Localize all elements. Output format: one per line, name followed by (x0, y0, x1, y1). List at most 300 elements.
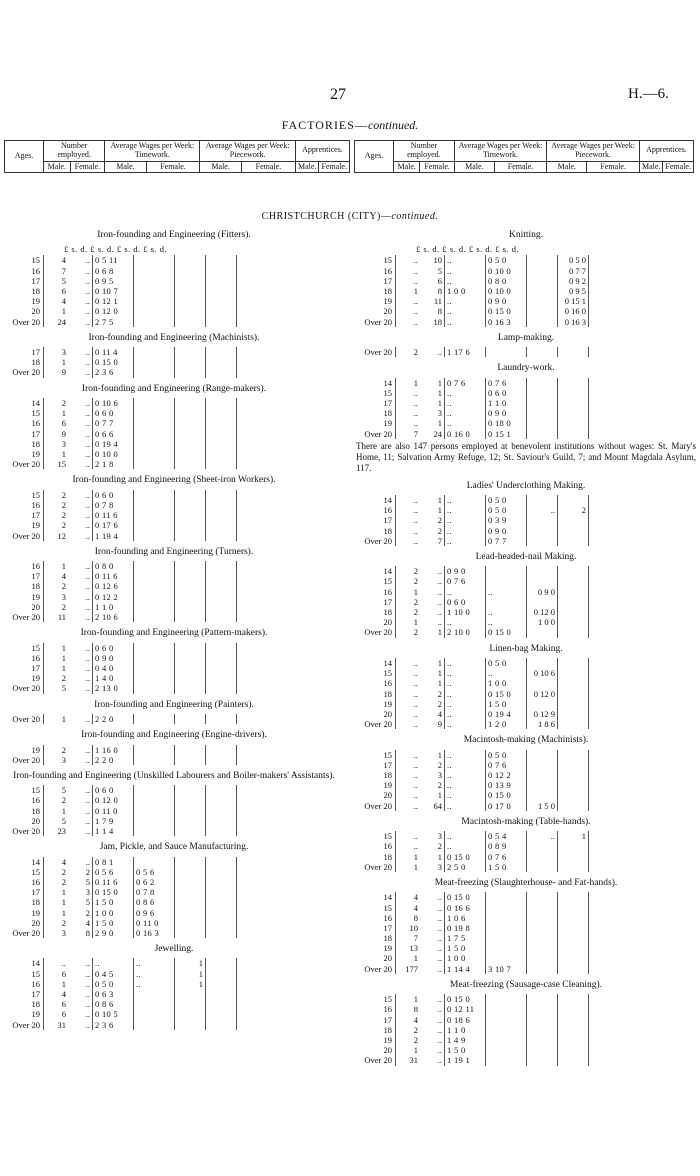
age-cell: 17 (356, 923, 396, 933)
table-row (356, 841, 696, 851)
apprentice-cell (558, 953, 589, 963)
time-wage-cell: 1 5 0 (93, 918, 134, 928)
apprentice-cell (527, 913, 558, 923)
table-row (356, 1015, 696, 1025)
age-cell: Over 20 (4, 826, 44, 836)
table-row (4, 367, 344, 377)
apprentice-cell (206, 286, 237, 296)
time-wage-cell: 1 0 0 (93, 908, 134, 918)
piecework-header: Average Wages per Week: Piecework. (547, 141, 640, 162)
apprentice-cell (175, 490, 206, 500)
apprentice-cell (527, 347, 558, 357)
apprentice-cell (175, 418, 206, 428)
apprentice-cell (175, 439, 206, 449)
time-wage-cell: .. (445, 678, 486, 688)
female-count-cell: .. (420, 892, 445, 902)
piece-wage-cell (134, 449, 175, 459)
table-row (4, 500, 344, 510)
female-header: Female. (587, 161, 640, 173)
table-row (4, 357, 344, 367)
table-row (4, 816, 344, 826)
table-row (356, 347, 696, 357)
time-wage-cell: 0 16 0 (445, 429, 486, 439)
female-count-cell: .. (68, 857, 93, 867)
female-count-cell: .. (420, 587, 445, 597)
male-count-cell: 3 (61, 591, 66, 602)
apprentice-cell (558, 668, 589, 678)
female-count-cell: 1 (420, 418, 445, 428)
apprentice-cell (527, 378, 558, 388)
time-wage-cell: 1 19 4 (93, 531, 134, 541)
male-count-cell: .. (413, 494, 418, 505)
section-title: Meat-freezing (Sausage-case Cleaning). (449, 979, 603, 990)
male-count-cell: 1 (413, 994, 418, 1005)
section-title: Iron-founding and Engineering (Machinists). (88, 332, 260, 343)
apprentice-cell (527, 388, 558, 398)
apprentice-cell (558, 495, 589, 505)
age-cell: 17 (356, 760, 396, 770)
time-wage-cell: 0 10 7 (93, 286, 134, 296)
piece-wage-cell: 0 12 2 (486, 770, 527, 780)
time-wage-cell: .. (445, 801, 486, 811)
apprentice-cell (206, 999, 237, 1009)
piece-wage-cell: 1 0 0 (486, 678, 527, 688)
table-row (356, 505, 696, 515)
time-wage-cell: 1 1 0 (93, 602, 134, 612)
male-count-cell: 10 (409, 922, 418, 933)
apprentice-cell (527, 841, 558, 851)
table-row (356, 780, 696, 790)
time-wage-cell: .. (445, 587, 486, 597)
table-row (356, 852, 696, 862)
age-cell: 19 (356, 780, 396, 790)
piece-wage-cell: 0 15 0 (486, 790, 527, 800)
female-count-cell: .. (420, 1025, 445, 1035)
apprentices-header: Apprentices. (295, 141, 349, 162)
female-header: Female. (146, 161, 200, 173)
age-cell: 20 (4, 306, 44, 316)
table-row (4, 592, 344, 602)
apprentice-cell (527, 658, 558, 668)
table-row (4, 429, 344, 439)
apprentice-cell (175, 857, 206, 867)
table-row (356, 526, 696, 536)
female-count-cell: 2 (420, 515, 445, 525)
male-count-cell: 1 (61, 448, 66, 459)
section-title: Lead-headed-nail Making. (475, 551, 577, 562)
time-wage-cell: 2 1 8 (93, 459, 134, 469)
apprentice-cell: 1 0 0 (527, 617, 558, 627)
apprentice-cell (206, 867, 237, 877)
age-cell: 19 (4, 592, 44, 602)
female-count-cell: 8 (68, 928, 93, 938)
age-cell: Over 20 (4, 367, 44, 377)
female-count-cell: .. (68, 449, 93, 459)
male-count-cell: 2 (61, 520, 66, 531)
age-cell: 17 (4, 347, 44, 357)
male-count-cell: 1 (413, 586, 418, 597)
piece-wage-cell (134, 531, 175, 541)
table-row (4, 918, 344, 928)
male-count-cell: .. (413, 398, 418, 409)
male-count-cell: .. (413, 418, 418, 429)
male-count-cell: 1 (61, 306, 66, 317)
piece-wage-cell (134, 296, 175, 306)
apprentice-cell (527, 536, 558, 546)
apprentice-cell (558, 964, 589, 974)
female-count-cell: 3 (420, 831, 445, 841)
piece-wage-cell (486, 1055, 527, 1065)
table-row (356, 378, 696, 388)
female-count-cell: .. (420, 597, 445, 607)
apprentice-cell (206, 928, 237, 938)
table-row (356, 255, 696, 265)
time-wage-cell: 0 11 6 (93, 571, 134, 581)
age-cell: 17 (4, 663, 44, 673)
apprentice-cell: 0 5 0 (558, 255, 589, 265)
apprentice-cell (206, 347, 237, 357)
female-count-cell: .. (68, 286, 93, 296)
female-header: Female. (319, 161, 350, 173)
table-row (356, 515, 696, 525)
male-count-cell: 3 (61, 927, 66, 938)
apprentice-cell (206, 602, 237, 612)
age-cell: 15 (4, 867, 44, 877)
apprentice-cell (175, 408, 206, 418)
apprentice-cell: 1 (558, 831, 589, 841)
piece-wage-cell (134, 989, 175, 999)
male-count-cell: .. (413, 688, 418, 699)
male-count-cell: 2 (413, 627, 418, 638)
apprentice-cell (206, 490, 237, 500)
time-wage-cell: 0 6 0 (445, 597, 486, 607)
apprentice-cell: 0 12 0 (527, 607, 558, 617)
apprentice-cell (558, 699, 589, 709)
table-header-right (354, 140, 694, 173)
male-count-cell: 1 (61, 713, 66, 724)
female-count-cell: .. (68, 276, 93, 286)
table-row (356, 418, 696, 428)
time-wage-cell: 1 1 0 (445, 1025, 486, 1035)
apprentice-cell (558, 1015, 589, 1025)
apprentice-cell (558, 658, 589, 668)
age-cell: 15 (4, 785, 44, 795)
table-row (4, 653, 344, 663)
piece-wage-cell (134, 745, 175, 755)
male-count-cell: .. (413, 678, 418, 689)
male-count-cell: 1 (61, 907, 66, 918)
table-row (4, 510, 344, 520)
time-wage-cell: 0 11 6 (93, 877, 134, 887)
apprentice-cell (527, 760, 558, 770)
piece-wage-cell (134, 643, 175, 653)
age-cell: 17 (356, 515, 396, 525)
time-wage-cell: 0 12 2 (93, 592, 134, 602)
table-row (4, 602, 344, 612)
male-count-cell: .. (413, 316, 418, 327)
age-cell: 14 (356, 566, 396, 576)
time-wage-cell: .. (445, 668, 486, 678)
number-employed-header: Number employed. (44, 141, 105, 162)
age-cell: 16 (356, 587, 396, 597)
piece-wage-cell (134, 795, 175, 805)
time-wage-cell: 2 10 0 (445, 627, 486, 637)
piece-wage-cell (134, 347, 175, 357)
time-wage-cell: 0 11 4 (93, 347, 134, 357)
piece-wage-cell: 0 7 8 (134, 887, 175, 897)
piece-wage-cell: 0 13 9 (486, 780, 527, 790)
time-wage-cell: 0 16 6 (445, 903, 486, 913)
female-count-cell: 1 (420, 388, 445, 398)
male-count-cell: 23 (57, 826, 66, 837)
male-count-cell: .. (413, 255, 418, 266)
age-cell: 18 (4, 581, 44, 591)
apprentice-cell (558, 1025, 589, 1035)
apprentice-cell (206, 306, 237, 316)
male-count-cell: .. (413, 505, 418, 516)
piece-wage-cell: 0 5 4 (486, 831, 527, 841)
male-count-cell: 1 (61, 662, 66, 673)
table-row (356, 607, 696, 617)
table-row (356, 964, 696, 974)
piece-wage-cell (486, 994, 527, 1004)
male-count-cell: 11 (57, 612, 66, 623)
age-cell: 20 (356, 306, 396, 316)
male-count-cell: .. (413, 831, 418, 842)
age-cell: Over 20 (356, 801, 396, 811)
female-count-cell: .. (420, 566, 445, 576)
apprentice-cell (206, 612, 237, 622)
female-count-cell: 24 (420, 429, 445, 439)
piece-wage-cell: 0 3 9 (486, 515, 527, 525)
table-row (356, 831, 696, 841)
male-count-cell: 4 (61, 296, 66, 307)
piece-wage-cell (134, 418, 175, 428)
male-count-cell: 1 (61, 978, 66, 989)
male-count-cell: 2 (61, 744, 66, 755)
apprentice-cell (175, 255, 206, 265)
piece-wage-cell (486, 1015, 527, 1025)
apprentice-cell (175, 908, 206, 918)
male-count-cell: .. (413, 800, 418, 811)
male-count-cell: .. (413, 719, 418, 730)
table-row (4, 255, 344, 265)
male-count-cell: 4 (61, 856, 66, 867)
apprentice-cell (527, 933, 558, 943)
table-row (356, 408, 696, 418)
piece-wage-cell: 0 16 3 (134, 928, 175, 938)
piece-wage-cell (134, 571, 175, 581)
page-number: 27 (330, 86, 346, 103)
section-title: Linen-bag Making. (489, 643, 563, 654)
age-cell: 17 (4, 429, 44, 439)
time-wage-cell: 2 13 0 (93, 683, 134, 693)
age-cell: 16 (4, 653, 44, 663)
female-count-cell: .. (420, 913, 445, 923)
age-cell: 18 (356, 852, 396, 862)
male-count-cell: 1 (413, 953, 418, 964)
apprentice-cell (206, 714, 237, 724)
apprentice-cell (206, 683, 237, 693)
age-cell: 19 (4, 745, 44, 755)
table-row (4, 755, 344, 765)
piece-wage-cell: 0 16 3 (486, 317, 527, 327)
apprentice-cell (527, 495, 558, 505)
apprentice-cell (206, 255, 237, 265)
female-count-cell: .. (68, 531, 93, 541)
left-column (4, 224, 344, 1030)
female-count-cell: 5 (68, 877, 93, 887)
piece-wage-cell: 0 5 0 (486, 505, 527, 515)
piece-wage-cell: 0 7 6 (486, 760, 527, 770)
female-count-cell: 5 (68, 897, 93, 907)
piece-wage-cell: .. (486, 617, 527, 627)
time-wage-cell: .. (445, 255, 486, 265)
female-header: Female. (420, 161, 454, 173)
apprentice-cell (558, 994, 589, 1004)
age-cell: 17 (356, 276, 396, 286)
apprentice-cell (206, 857, 237, 867)
apprentice-cell (175, 826, 206, 836)
piece-wage-cell: .. (134, 958, 175, 968)
table-row (4, 795, 344, 805)
time-wage-cell: 0 10 5 (93, 1009, 134, 1019)
female-count-cell: .. (68, 306, 93, 316)
female-count-cell: .. (68, 429, 93, 439)
apprentice-cell (527, 408, 558, 418)
table-row (4, 612, 344, 622)
piece-wage-cell (134, 683, 175, 693)
apprentice-cell: 1 (175, 958, 206, 968)
apprentice-cell (558, 627, 589, 637)
apprentice-cell (206, 643, 237, 653)
age-cell: 16 (4, 795, 44, 805)
apprentice-cell (527, 790, 558, 800)
table-row (4, 286, 344, 296)
section-title: Knitting. (508, 230, 544, 240)
age-cell: 15 (356, 255, 396, 265)
time-wage-cell: 0 12 0 (93, 306, 134, 316)
age-cell: Over 20 (356, 347, 396, 357)
section-title: Iron-founding and Engineering (Turners). (94, 546, 254, 557)
apprentice-cell (175, 398, 206, 408)
age-cell: Over 20 (4, 612, 44, 622)
time-wage-cell: 0 6 0 (93, 408, 134, 418)
male-count-cell: 31 (409, 1055, 418, 1066)
age-cell: 20 (4, 918, 44, 928)
time-wage-cell: 0 10 6 (93, 398, 134, 408)
time-wage-cell: 0 7 8 (93, 500, 134, 510)
timework-header: Average Wages per Week: Timework. (454, 141, 546, 162)
piece-wage-cell: .. (134, 969, 175, 979)
time-wage-cell: 1 0 6 (445, 913, 486, 923)
section-title: Iron-founding and Engineering (Sheet-iron Workers). (72, 475, 276, 486)
piece-wage-cell: 3 10 7 (486, 964, 527, 974)
apprentice-cell (558, 587, 589, 597)
time-wage-cell: .. (445, 709, 486, 719)
apprentice-cell (206, 276, 237, 286)
male-count-cell: 2 (61, 673, 66, 684)
age-cell: 15 (356, 750, 396, 760)
time-wage-cell: 0 7 7 (93, 418, 134, 428)
piece-wage-cell (134, 816, 175, 826)
table-row (356, 790, 696, 800)
apprentice-cell (527, 255, 558, 265)
apprentice-cell (206, 755, 237, 765)
male-count-cell: 7 (61, 265, 66, 276)
male-count-cell: 6 (61, 999, 66, 1010)
age-cell: 19 (356, 1035, 396, 1045)
age-cell: 17 (4, 510, 44, 520)
apprentice-cell: 0 9 2 (558, 276, 589, 286)
piece-wage-cell (134, 1009, 175, 1019)
male-count-cell: 4 (61, 255, 66, 266)
female-count-cell: .. (68, 500, 93, 510)
age-cell: 14 (4, 857, 44, 867)
age-cell: 19 (4, 1009, 44, 1019)
time-wage-cell: 0 6 0 (93, 785, 134, 795)
apprentice-cell (558, 1055, 589, 1065)
apprentice-cell (527, 266, 558, 276)
time-wage-cell: .. (445, 770, 486, 780)
apprentice-cell (175, 306, 206, 316)
table-row (356, 658, 696, 668)
female-count-cell: .. (68, 816, 93, 826)
age-cell: 16 (356, 841, 396, 851)
piece-wage-cell (134, 500, 175, 510)
piece-wage-cell (134, 612, 175, 622)
female-count-cell: .. (68, 663, 93, 673)
female-count-cell: 3 (420, 862, 445, 872)
apprentice-cell: 0 9 0 (527, 587, 558, 597)
female-count-cell: .. (68, 958, 93, 968)
time-wage-cell: 1 19 1 (445, 1055, 486, 1065)
apprentice-cell (527, 429, 558, 439)
male-count-cell: 31 (57, 1019, 66, 1030)
male-count-cell: 2 (61, 499, 66, 510)
piece-wage-cell: 0 11 0 (134, 918, 175, 928)
piece-wage-cell (486, 1045, 527, 1055)
time-wage-cell: 0 8 6 (93, 999, 134, 1009)
piece-wage-cell: 0 8 6 (134, 897, 175, 907)
age-cell: 16 (4, 561, 44, 571)
male-count-cell: 2 (61, 489, 66, 500)
male-count-cell: 4 (413, 892, 418, 903)
apprentice-cell: 0 15 1 (558, 296, 589, 306)
age-cell: Over 20 (4, 459, 44, 469)
apprentice-cell (175, 500, 206, 510)
piece-wage-cell (134, 255, 175, 265)
table-row (356, 892, 696, 902)
apprentice-cell (175, 296, 206, 306)
apprentice-cell: 1 5 0 (527, 801, 558, 811)
apprentice-cell (527, 296, 558, 306)
age-cell: 19 (4, 908, 44, 918)
age-cell: 19 (4, 449, 44, 459)
table-row (356, 306, 696, 316)
time-wage-cell: 1 5 0 (445, 943, 486, 953)
age-cell: 16 (4, 266, 44, 276)
table-row (356, 709, 696, 719)
table-row (4, 989, 344, 999)
piece-wage-cell (134, 367, 175, 377)
male-count-cell: 2 (413, 576, 418, 587)
male-count-cell: .. (413, 535, 418, 546)
male-count-cell: .. (413, 770, 418, 781)
section-title: Iron-founding and Engineering (Engine-drivers). (81, 730, 267, 741)
time-wage-cell: 1 4 9 (445, 1035, 486, 1045)
male-count-cell: 12 (57, 530, 66, 541)
